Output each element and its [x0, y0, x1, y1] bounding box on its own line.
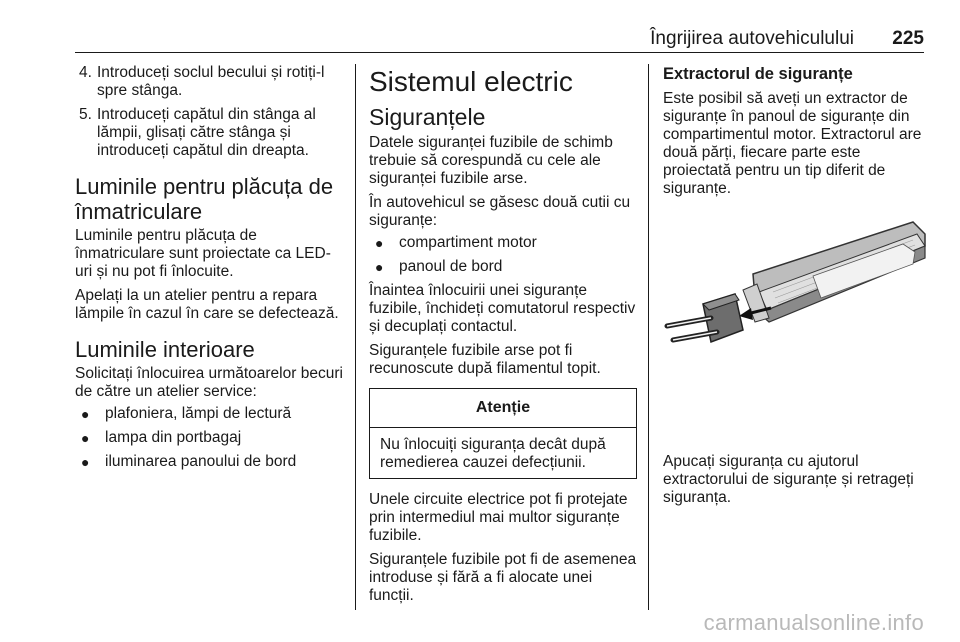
list-item-text: lampa din portbagaj [105, 429, 242, 446]
column-middle [369, 64, 637, 611]
fuse-extractor-heading: Extractorul de siguranțe [663, 65, 853, 83]
plate-lights-paragraph-1: Luminile pentru plăcuța de înmatriculare sunt proiectate ca LED-uri și nu pot fi înlocuite. [75, 227, 331, 280]
bullet-icon: ● [375, 235, 384, 251]
list-item [369, 258, 637, 276]
fuse-box-list [369, 234, 637, 276]
bullet-icon: ● [81, 430, 90, 446]
fuse-extractor-paragraph-1: Este posibil să aveți un extractor de siguranțe în panoul de siguranțe din compartimentul motor. Extractorul are două părți, fiecare parte este proiectată pentru un tip diferit de siguranțe. [663, 90, 922, 197]
bullet-icon: ● [375, 259, 384, 275]
notice-text: Nu înlocuiți siguranța decât după remedierea cauzei defecțiunii. [380, 436, 606, 471]
notice-box [369, 388, 637, 479]
fuses-paragraph-1: Datele siguranței fuzibile de schimb trebuie să corespundă cu cele ale siguranței fuzibile arse. [369, 134, 613, 187]
column-left [75, 64, 343, 477]
list-item [75, 453, 343, 471]
fuse-prong-highlight [667, 318, 711, 326]
list-item-text: iluminarea panoului de bord [105, 453, 297, 470]
fuses-paragraph-5: Unele circuite electrice pot fi protejate prin intermediul mai multor siguranțe fuzibile. [369, 491, 628, 544]
step-item [75, 64, 343, 100]
list-item [75, 429, 343, 447]
list-item-text: compartiment motor [399, 234, 537, 251]
column-right [663, 64, 931, 513]
fuse-extractor-paragraph-2: Apucați siguranța cu ajutorul extractorului de siguranțe și retrageți siguranța. [663, 453, 914, 506]
page-header [75, 28, 924, 53]
step-text: Introduceți soclul becului și rotiți-l spre stânga. [97, 64, 325, 99]
fuses-paragraph-2: În autovehicul se găsesc două cutii cu siguranțe: [369, 194, 631, 229]
plate-lights-heading: Luminile pentru plăcuța de înmatriculare [75, 174, 334, 224]
list-item [369, 234, 637, 252]
list-item-text: plafoniera, lămpi de lectură [105, 405, 292, 422]
running-title: Îngrijirea autovehiculului [650, 28, 854, 49]
bullet-icon: ● [81, 454, 90, 470]
fuses-paragraph-3: Înaintea înlocuirii unei siguranțe fuzibile, închideți comutatorul respectiv și decuplați contactul. [369, 282, 636, 335]
plate-lights-paragraph-2: Apelați la un atelier pentru a repara lămpile în cazul în care se defectează. [75, 287, 339, 322]
step-text: Introduceți capătul din stânga al lămpii, glisați către stânga și introduceți capătul din dreapta. [97, 106, 316, 159]
fuse-extractor-illustration [663, 214, 931, 434]
list-item [75, 405, 343, 423]
fuses-heading: Siguranțele [369, 104, 486, 130]
page-number: 225 [892, 28, 924, 49]
step-number: 4. [79, 64, 92, 81]
step-item [75, 106, 343, 160]
interior-lights-list [75, 405, 343, 471]
column-divider-2 [648, 64, 649, 610]
bullet-icon: ● [81, 406, 90, 422]
notice-body [370, 428, 636, 478]
interior-lights-paragraph: Solicitați înlocuirea următoarelor becuri de către un atelier service: [75, 365, 343, 400]
watermark: carmanualsonline.info [703, 610, 924, 635]
fuses-paragraph-6: Siguranțele fuzibile pot fi de asemenea introduse și fără a fi alocate unei funcții. [369, 551, 637, 604]
column-divider-1 [355, 64, 356, 610]
step-number: 5. [79, 106, 92, 123]
section-heading: Sistemul electric [369, 66, 573, 97]
list-item-text: panoul de bord [399, 258, 503, 275]
steps-list [75, 64, 343, 160]
notice-title: Atenție [370, 389, 636, 428]
fuses-paragraph-4: Siguranțele fuzibile arse pot fi recunoscute după filamentul topit. [369, 342, 601, 377]
interior-lights-heading: Luminile interioare [75, 337, 255, 362]
